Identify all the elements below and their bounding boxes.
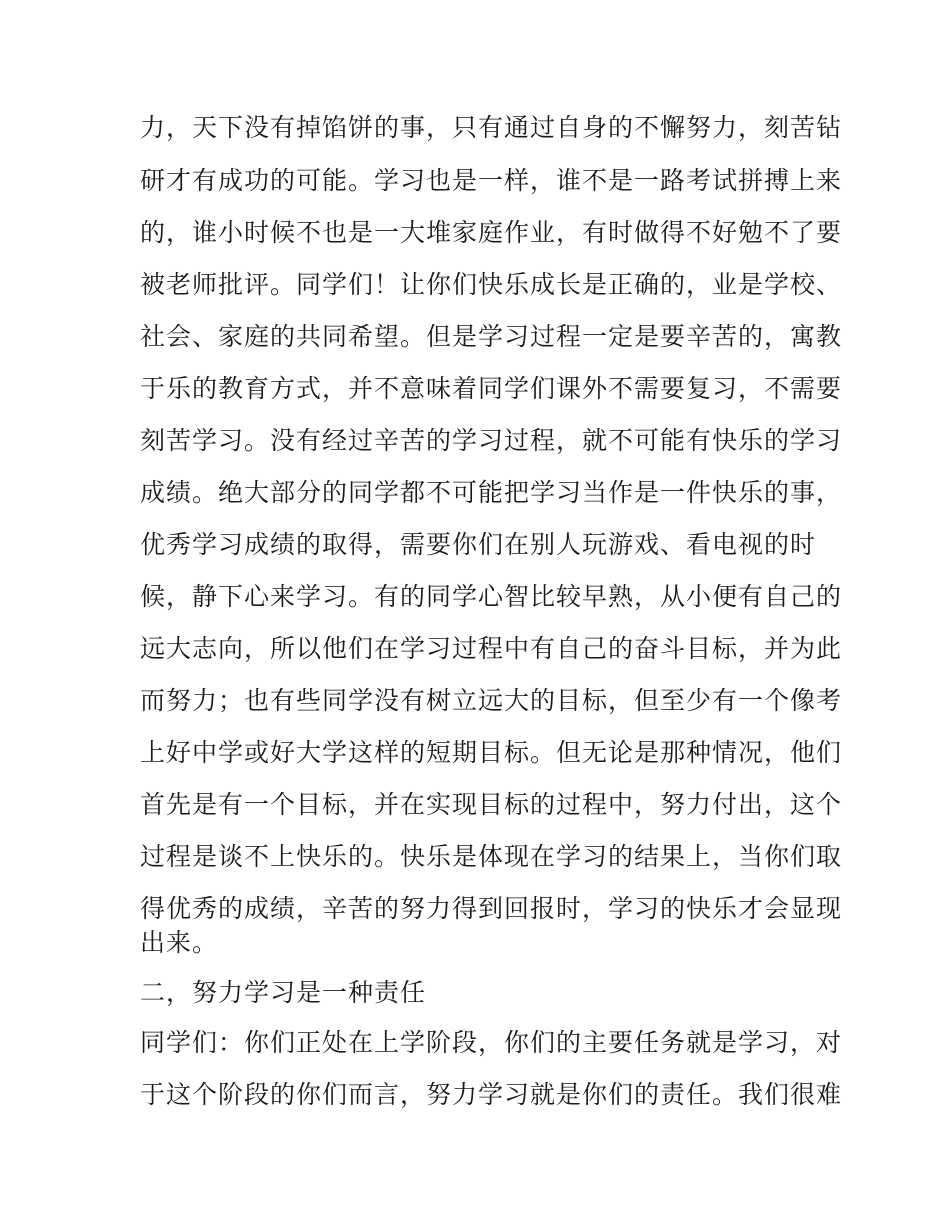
paragraph-line: 候，静下心来学习。有的同学心智比较早熟，从小便有自己的 bbox=[140, 582, 843, 611]
paragraph-line: 远大志向，所以他们在学习过程中有自己的奋斗目标，并为此 bbox=[140, 634, 843, 663]
paragraph-line: 的，谁小时候不也是一大堆家庭作业，有时做得不好勉不了要 bbox=[140, 218, 843, 247]
paragraph-line: 成绩。绝大部分的同学都不可能把学习当作是一件快乐的事， bbox=[140, 478, 843, 507]
paragraph-line: 力，天下没有掉馅饼的事，只有通过自身的不懈努力，刻苦钻 bbox=[140, 113, 843, 142]
paragraph-line: 得优秀的成绩，辛苦的努力得到回报时，学习的快乐才会显现 bbox=[140, 894, 843, 923]
paragraph-line: 被老师批评。同学们！让你们快乐成长是正确的，业是学校、 bbox=[140, 270, 843, 299]
paragraph-line: 于乐的教育方式，并不意味着同学们课外不需要复习，不需要 bbox=[140, 374, 843, 403]
paragraph-line: 过程是谈不上快乐的。快乐是体现在学习的结果上，当你们取 bbox=[140, 842, 843, 871]
paragraph-line: 研才有成功的可能。学习也是一样，谁不是一路考试拼搏上来 bbox=[140, 166, 843, 195]
paragraph-line: 优秀学习成绩的取得，需要你们在别人玩游戏、看电视的时 bbox=[140, 530, 817, 559]
paragraph-line: 而努力；也有些同学没有树立远大的目标，但至少有一个像考 bbox=[140, 686, 843, 715]
paragraph-line: 刻苦学习。没有经过辛苦的学习过程，就不可能有快乐的学习 bbox=[140, 426, 843, 455]
paragraph-line: 于这个阶段的你们而言，努力学习就是你们的责任。我们很难 bbox=[140, 1080, 843, 1109]
paragraph-line: 上好中学或好大学这样的短期目标。但无论是那种情况，他们 bbox=[140, 738, 843, 767]
paragraph-line: 社会、家庭的共同希望。但是学习过程一定是要辛苦的，寓教 bbox=[140, 322, 843, 351]
paragraph-line: 出来。 bbox=[140, 928, 219, 957]
paragraph-line: 同学们：你们正处在上学阶段，你们的主要任务就是学习，对 bbox=[140, 1028, 843, 1057]
paragraph-line: 首先是有一个目标，并在实现目标的过程中，努力付出，这个 bbox=[140, 790, 843, 819]
section-heading: 二，努力学习是一种责任 bbox=[140, 978, 427, 1007]
